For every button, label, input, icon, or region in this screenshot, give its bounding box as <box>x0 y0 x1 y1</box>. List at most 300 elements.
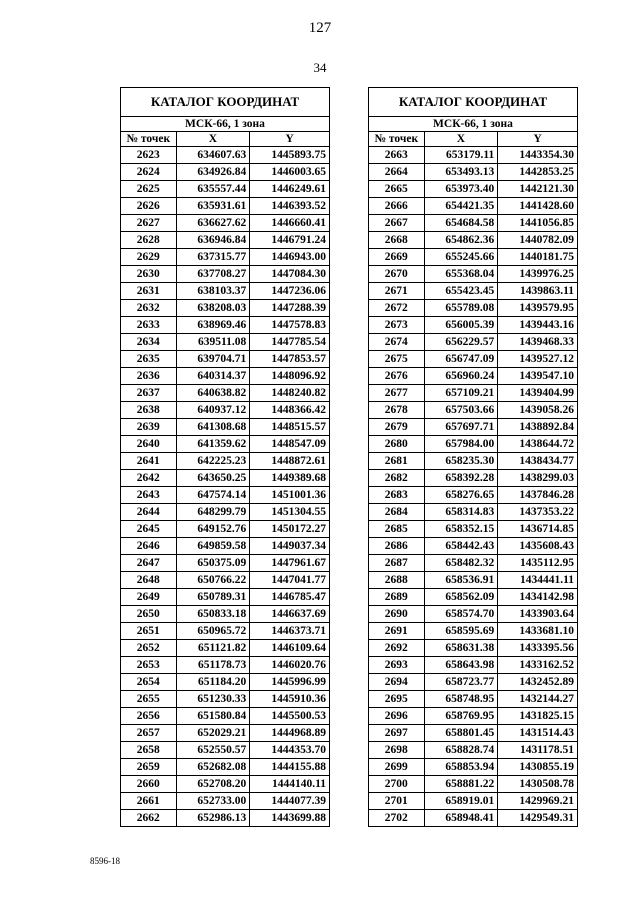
table-row <box>121 436 330 453</box>
x-coordinate-cell: 649859.58 <box>176 538 250 555</box>
table-row <box>369 453 578 470</box>
point-number-cell: 2687 <box>369 555 425 572</box>
table-row <box>369 793 578 810</box>
column-header-point-number: № точек <box>369 132 425 147</box>
x-coordinate-cell: 658536.91 <box>424 572 498 589</box>
y-coordinate-cell: 1440181.75 <box>498 249 578 266</box>
table-row <box>369 691 578 708</box>
table-row <box>369 538 578 555</box>
point-number-cell: 2677 <box>369 385 425 402</box>
y-coordinate-cell: 1448366.42 <box>250 402 330 419</box>
y-coordinate-cell: 1433395.56 <box>498 640 578 657</box>
table-row <box>369 215 578 232</box>
table-row <box>369 725 578 742</box>
x-coordinate-cell: 657984.00 <box>424 436 498 453</box>
point-number-cell: 2672 <box>369 300 425 317</box>
table-row <box>121 538 330 555</box>
x-coordinate-cell: 651178.73 <box>176 657 250 674</box>
y-coordinate-cell: 1447236.06 <box>250 283 330 300</box>
table-row <box>121 793 330 810</box>
x-coordinate-cell: 658828.74 <box>424 742 498 759</box>
y-coordinate-cell: 1431825.15 <box>498 708 578 725</box>
table-row <box>121 266 330 283</box>
y-coordinate-cell: 1441428.60 <box>498 198 578 215</box>
y-coordinate-cell: 1441056.85 <box>498 215 578 232</box>
point-number-cell: 2660 <box>121 776 177 793</box>
table-row <box>369 317 578 334</box>
y-coordinate-cell: 1435112.95 <box>498 555 578 572</box>
point-number-cell: 2629 <box>121 249 177 266</box>
point-number-cell: 2667 <box>369 215 425 232</box>
table-row <box>121 555 330 572</box>
point-number-cell: 2627 <box>121 215 177 232</box>
x-coordinate-cell: 658948.41 <box>424 810 498 827</box>
table-row <box>369 657 578 674</box>
y-coordinate-cell: 1448547.09 <box>250 436 330 453</box>
point-number-cell: 2684 <box>369 504 425 521</box>
point-number-cell: 2630 <box>121 266 177 283</box>
x-coordinate-cell: 651580.84 <box>176 708 250 725</box>
table-row <box>121 147 330 164</box>
point-number-cell: 2657 <box>121 725 177 742</box>
table-row <box>369 436 578 453</box>
table-row <box>121 198 330 215</box>
x-coordinate-cell: 658442.43 <box>424 538 498 555</box>
point-number-cell: 2696 <box>369 708 425 725</box>
point-number-cell: 2648 <box>121 572 177 589</box>
y-coordinate-cell: 1436714.85 <box>498 521 578 538</box>
column-header-x: X <box>176 132 250 147</box>
y-coordinate-cell: 1449389.68 <box>250 470 330 487</box>
x-coordinate-cell: 635931.61 <box>176 198 250 215</box>
table-row <box>369 470 578 487</box>
catalog-zone: МСК-66, 1 зона <box>121 117 330 132</box>
table-row <box>121 453 330 470</box>
y-coordinate-cell: 1447853.57 <box>250 351 330 368</box>
x-coordinate-cell: 658919.01 <box>424 793 498 810</box>
table-row <box>121 470 330 487</box>
y-coordinate-cell: 1446020.76 <box>250 657 330 674</box>
x-coordinate-cell: 658643.98 <box>424 657 498 674</box>
x-coordinate-cell: 637708.27 <box>176 266 250 283</box>
x-coordinate-cell: 641308.68 <box>176 419 250 436</box>
point-number-cell: 2681 <box>369 453 425 470</box>
y-coordinate-cell: 1439579.95 <box>498 300 578 317</box>
point-number-cell: 2631 <box>121 283 177 300</box>
y-coordinate-cell: 1442121.30 <box>498 181 578 198</box>
footer-document-code: 8596-18 <box>90 856 120 866</box>
y-coordinate-cell: 1435608.43 <box>498 538 578 555</box>
point-number-cell: 2701 <box>369 793 425 810</box>
table-row <box>121 674 330 691</box>
x-coordinate-cell: 658881.22 <box>424 776 498 793</box>
table-row <box>121 572 330 589</box>
table-row <box>369 283 578 300</box>
x-coordinate-cell: 654421.35 <box>424 198 498 215</box>
table-row <box>121 640 330 657</box>
x-coordinate-cell: 638103.37 <box>176 283 250 300</box>
x-coordinate-cell: 642225.23 <box>176 453 250 470</box>
y-coordinate-cell: 1438644.72 <box>498 436 578 453</box>
y-coordinate-cell: 1437353.22 <box>498 504 578 521</box>
table-row <box>369 555 578 572</box>
x-coordinate-cell: 639704.71 <box>176 351 250 368</box>
x-coordinate-cell: 653179.11 <box>424 147 498 164</box>
y-coordinate-cell: 1433681.10 <box>498 623 578 640</box>
y-coordinate-cell: 1437846.28 <box>498 487 578 504</box>
point-number-cell: 2665 <box>369 181 425 198</box>
y-coordinate-cell: 1432144.27 <box>498 691 578 708</box>
x-coordinate-cell: 641359.62 <box>176 436 250 453</box>
point-number-cell: 2623 <box>121 147 177 164</box>
x-coordinate-cell: 656747.09 <box>424 351 498 368</box>
y-coordinate-cell: 1430855.19 <box>498 759 578 776</box>
point-number-cell: 2691 <box>369 623 425 640</box>
y-coordinate-cell: 1438299.03 <box>498 470 578 487</box>
x-coordinate-cell: 658392.28 <box>424 470 498 487</box>
y-coordinate-cell: 1439976.25 <box>498 266 578 283</box>
point-number-cell: 2656 <box>121 708 177 725</box>
y-coordinate-cell: 1446109.64 <box>250 640 330 657</box>
y-coordinate-cell: 1447578.83 <box>250 317 330 334</box>
catalog-rows <box>369 147 578 827</box>
point-number-cell: 2692 <box>369 640 425 657</box>
point-number-cell: 2680 <box>369 436 425 453</box>
y-coordinate-cell: 1434441.11 <box>498 572 578 589</box>
table-row <box>369 164 578 181</box>
table-row <box>369 232 578 249</box>
point-number-cell: 2650 <box>121 606 177 623</box>
table-row <box>369 504 578 521</box>
y-coordinate-cell: 1446003.65 <box>250 164 330 181</box>
x-coordinate-cell: 634926.84 <box>176 164 250 181</box>
x-coordinate-cell: 653973.40 <box>424 181 498 198</box>
table-row <box>121 521 330 538</box>
table-row <box>121 334 330 351</box>
point-number-cell: 2642 <box>121 470 177 487</box>
x-coordinate-cell: 657109.21 <box>424 385 498 402</box>
x-coordinate-cell: 635557.44 <box>176 181 250 198</box>
x-coordinate-cell: 651230.33 <box>176 691 250 708</box>
table-row <box>369 147 578 164</box>
y-coordinate-cell: 1439058.26 <box>498 402 578 419</box>
table-row <box>369 368 578 385</box>
catalog-zone: МСК-66, 1 зона <box>369 117 578 132</box>
y-coordinate-cell: 1448872.61 <box>250 453 330 470</box>
table-row <box>121 759 330 776</box>
y-coordinate-cell: 1438434.77 <box>498 453 578 470</box>
y-coordinate-cell: 1447084.30 <box>250 266 330 283</box>
point-number-cell: 2639 <box>121 419 177 436</box>
point-number-cell: 2641 <box>121 453 177 470</box>
x-coordinate-cell: 657503.66 <box>424 402 498 419</box>
table-row <box>121 283 330 300</box>
table-row <box>121 589 330 606</box>
x-coordinate-cell: 638969.46 <box>176 317 250 334</box>
point-number-cell: 2636 <box>121 368 177 385</box>
y-coordinate-cell: 1443354.30 <box>498 147 578 164</box>
y-coordinate-cell: 1446249.61 <box>250 181 330 198</box>
table-row <box>121 487 330 504</box>
point-number-cell: 2640 <box>121 436 177 453</box>
point-number-cell: 2645 <box>121 521 177 538</box>
y-coordinate-cell: 1431514.43 <box>498 725 578 742</box>
y-coordinate-cell: 1429969.21 <box>498 793 578 810</box>
x-coordinate-cell: 652682.08 <box>176 759 250 776</box>
x-coordinate-cell: 636946.84 <box>176 232 250 249</box>
x-coordinate-cell: 658723.77 <box>424 674 498 691</box>
table-row <box>369 521 578 538</box>
y-coordinate-cell: 1446637.69 <box>250 606 330 623</box>
coordinate-catalog-table-left <box>120 87 330 827</box>
table-row <box>121 385 330 402</box>
x-coordinate-cell: 656229.57 <box>424 334 498 351</box>
point-number-cell: 2668 <box>369 232 425 249</box>
x-coordinate-cell: 657697.71 <box>424 419 498 436</box>
x-coordinate-cell: 652733.00 <box>176 793 250 810</box>
point-number-cell: 2669 <box>369 249 425 266</box>
x-coordinate-cell: 650789.31 <box>176 589 250 606</box>
table-row <box>369 759 578 776</box>
x-coordinate-cell: 652708.20 <box>176 776 250 793</box>
y-coordinate-cell: 1439863.11 <box>498 283 578 300</box>
point-number-cell: 2653 <box>121 657 177 674</box>
y-coordinate-cell: 1444353.70 <box>250 742 330 759</box>
table-row <box>369 181 578 198</box>
y-coordinate-cell: 1446373.71 <box>250 623 330 640</box>
point-number-cell: 2651 <box>121 623 177 640</box>
x-coordinate-cell: 655789.08 <box>424 300 498 317</box>
table-row <box>369 351 578 368</box>
table-row <box>121 725 330 742</box>
point-number-cell: 2664 <box>369 164 425 181</box>
point-number-cell: 2625 <box>121 181 177 198</box>
column-header-y: Y <box>250 132 330 147</box>
point-number-cell: 2654 <box>121 674 177 691</box>
y-coordinate-cell: 1448096.92 <box>250 368 330 385</box>
x-coordinate-cell: 656005.39 <box>424 317 498 334</box>
y-coordinate-cell: 1445500.53 <box>250 708 330 725</box>
table-row <box>369 402 578 419</box>
point-number-cell: 2628 <box>121 232 177 249</box>
x-coordinate-cell: 651184.20 <box>176 674 250 691</box>
x-coordinate-cell: 654862.36 <box>424 232 498 249</box>
point-number-cell: 2638 <box>121 402 177 419</box>
table-row <box>121 657 330 674</box>
catalog-title: КАТАЛОГ КООРДИНАТ <box>121 88 330 117</box>
y-coordinate-cell: 1433903.64 <box>498 606 578 623</box>
table-row <box>121 164 330 181</box>
x-coordinate-cell: 637315.77 <box>176 249 250 266</box>
y-coordinate-cell: 1443699.88 <box>250 810 330 827</box>
table-row <box>369 266 578 283</box>
point-number-cell: 2676 <box>369 368 425 385</box>
table-row <box>121 215 330 232</box>
y-coordinate-cell: 1447961.67 <box>250 555 330 572</box>
x-coordinate-cell: 658562.09 <box>424 589 498 606</box>
table-row <box>121 351 330 368</box>
table-row <box>121 317 330 334</box>
table-row <box>369 810 578 827</box>
point-number-cell: 2695 <box>369 691 425 708</box>
x-coordinate-cell: 658314.83 <box>424 504 498 521</box>
table-row <box>369 640 578 657</box>
x-coordinate-cell: 649152.76 <box>176 521 250 538</box>
y-coordinate-cell: 1447785.54 <box>250 334 330 351</box>
y-coordinate-cell: 1447288.39 <box>250 300 330 317</box>
table-row <box>369 674 578 691</box>
x-coordinate-cell: 655245.66 <box>424 249 498 266</box>
table-row <box>121 402 330 419</box>
x-coordinate-cell: 654684.58 <box>424 215 498 232</box>
point-number-cell: 2652 <box>121 640 177 657</box>
table-row <box>369 419 578 436</box>
table-row <box>121 708 330 725</box>
point-number-cell: 2700 <box>369 776 425 793</box>
x-coordinate-cell: 658235.30 <box>424 453 498 470</box>
y-coordinate-cell: 1433162.52 <box>498 657 578 674</box>
x-coordinate-cell: 652029.21 <box>176 725 250 742</box>
point-number-cell: 2673 <box>369 317 425 334</box>
x-coordinate-cell: 653493.13 <box>424 164 498 181</box>
y-coordinate-cell: 1440782.09 <box>498 232 578 249</box>
y-coordinate-cell: 1451001.36 <box>250 487 330 504</box>
point-number-cell: 2698 <box>369 742 425 759</box>
point-number-cell: 2634 <box>121 334 177 351</box>
x-coordinate-cell: 658801.45 <box>424 725 498 742</box>
y-coordinate-cell: 1439443.16 <box>498 317 578 334</box>
y-coordinate-cell: 1446785.47 <box>250 589 330 606</box>
x-coordinate-cell: 658748.95 <box>424 691 498 708</box>
y-coordinate-cell: 1447041.77 <box>250 572 330 589</box>
x-coordinate-cell: 658595.69 <box>424 623 498 640</box>
point-number-cell: 2690 <box>369 606 425 623</box>
point-number-cell: 2670 <box>369 266 425 283</box>
x-coordinate-cell: 634607.63 <box>176 147 250 164</box>
point-number-cell: 2647 <box>121 555 177 572</box>
point-number-cell: 2699 <box>369 759 425 776</box>
y-coordinate-cell: 1439527.12 <box>498 351 578 368</box>
point-number-cell: 2694 <box>369 674 425 691</box>
point-number-cell: 2644 <box>121 504 177 521</box>
point-number-cell: 2649 <box>121 589 177 606</box>
y-coordinate-cell: 1430508.78 <box>498 776 578 793</box>
table-row <box>369 742 578 759</box>
table-row <box>121 606 330 623</box>
point-number-cell: 2688 <box>369 572 425 589</box>
y-coordinate-cell: 1444140.11 <box>250 776 330 793</box>
point-number-cell: 2685 <box>369 521 425 538</box>
x-coordinate-cell: 650965.72 <box>176 623 250 640</box>
y-coordinate-cell: 1448515.57 <box>250 419 330 436</box>
table-row <box>369 300 578 317</box>
point-number-cell: 2674 <box>369 334 425 351</box>
point-number-cell: 2635 <box>121 351 177 368</box>
x-coordinate-cell: 655423.45 <box>424 283 498 300</box>
table-row <box>369 249 578 266</box>
point-number-cell: 2697 <box>369 725 425 742</box>
column-header-x: X <box>424 132 498 147</box>
x-coordinate-cell: 650833.18 <box>176 606 250 623</box>
y-coordinate-cell: 1451304.55 <box>250 504 330 521</box>
point-number-cell: 2683 <box>369 487 425 504</box>
table-row <box>369 487 578 504</box>
y-coordinate-cell: 1450172.27 <box>250 521 330 538</box>
x-coordinate-cell: 639511.08 <box>176 334 250 351</box>
x-coordinate-cell: 658352.15 <box>424 521 498 538</box>
point-number-cell: 2659 <box>121 759 177 776</box>
table-row <box>369 385 578 402</box>
point-number-cell: 2637 <box>121 385 177 402</box>
x-coordinate-cell: 648299.79 <box>176 504 250 521</box>
x-coordinate-cell: 658853.94 <box>424 759 498 776</box>
x-coordinate-cell: 640314.37 <box>176 368 250 385</box>
table-row <box>121 300 330 317</box>
y-coordinate-cell: 1429549.31 <box>498 810 578 827</box>
x-coordinate-cell: 638208.03 <box>176 300 250 317</box>
y-coordinate-cell: 1444077.39 <box>250 793 330 810</box>
table-row <box>369 589 578 606</box>
table-row <box>369 198 578 215</box>
point-number-cell: 2678 <box>369 402 425 419</box>
point-number-cell: 2663 <box>369 147 425 164</box>
y-coordinate-cell: 1445996.99 <box>250 674 330 691</box>
y-coordinate-cell: 1449037.34 <box>250 538 330 555</box>
catalog-title: КАТАЛОГ КООРДИНАТ <box>369 88 578 117</box>
point-number-cell: 2686 <box>369 538 425 555</box>
y-coordinate-cell: 1439547.10 <box>498 368 578 385</box>
point-number-cell: 2693 <box>369 657 425 674</box>
y-coordinate-cell: 1445910.36 <box>250 691 330 708</box>
point-number-cell: 2671 <box>369 283 425 300</box>
sub-page-number: 34 <box>313 60 327 75</box>
y-coordinate-cell: 1439404.99 <box>498 385 578 402</box>
table-row <box>121 691 330 708</box>
table-row <box>121 810 330 827</box>
table-row <box>121 504 330 521</box>
x-coordinate-cell: 656960.24 <box>424 368 498 385</box>
table-row <box>369 708 578 725</box>
point-number-cell: 2655 <box>121 691 177 708</box>
catalog-rows <box>121 147 330 827</box>
y-coordinate-cell: 1438892.84 <box>498 419 578 436</box>
column-header-point-number: № точек <box>121 132 177 147</box>
x-coordinate-cell: 658482.32 <box>424 555 498 572</box>
point-number-cell: 2679 <box>369 419 425 436</box>
point-number-cell: 2632 <box>121 300 177 317</box>
point-number-cell: 2689 <box>369 589 425 606</box>
table-row <box>121 776 330 793</box>
y-coordinate-cell: 1445893.75 <box>250 147 330 164</box>
y-coordinate-cell: 1446943.00 <box>250 249 330 266</box>
x-coordinate-cell: 650766.22 <box>176 572 250 589</box>
point-number-cell: 2643 <box>121 487 177 504</box>
y-coordinate-cell: 1446660.41 <box>250 215 330 232</box>
table-row <box>369 606 578 623</box>
y-coordinate-cell: 1444155.88 <box>250 759 330 776</box>
point-number-cell: 2666 <box>369 198 425 215</box>
x-coordinate-cell: 658276.65 <box>424 487 498 504</box>
point-number-cell: 2675 <box>369 351 425 368</box>
table-row <box>121 742 330 759</box>
table-row <box>121 368 330 385</box>
y-coordinate-cell: 1434142.98 <box>498 589 578 606</box>
point-number-cell: 2662 <box>121 810 177 827</box>
x-coordinate-cell: 658769.95 <box>424 708 498 725</box>
x-coordinate-cell: 640638.82 <box>176 385 250 402</box>
x-coordinate-cell: 640937.12 <box>176 402 250 419</box>
table-row <box>369 623 578 640</box>
